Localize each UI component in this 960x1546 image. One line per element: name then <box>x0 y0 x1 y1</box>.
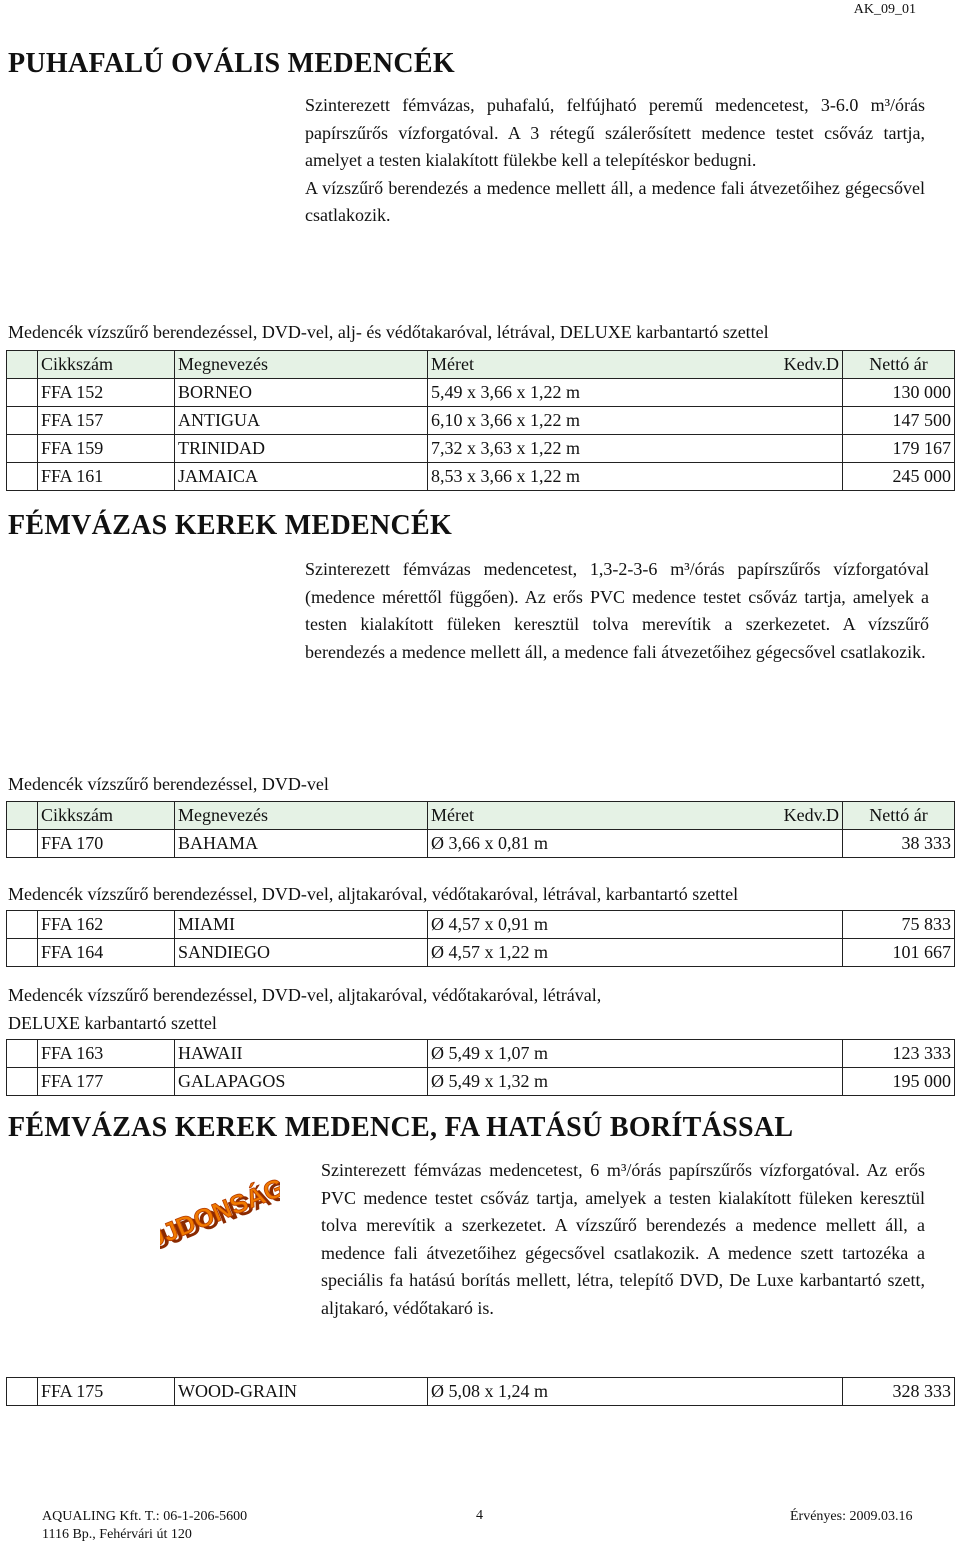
cell-code: FFA 177 <box>38 1068 175 1096</box>
cell-marker <box>7 407 38 435</box>
cell-marker <box>7 1378 38 1406</box>
cell-marker <box>7 911 38 939</box>
cell-net: 245 000 <box>843 463 955 491</box>
cell-marker <box>7 1040 38 1068</box>
cell-size: Ø 5,08 x 1,24 m <box>428 1378 843 1406</box>
header-code: Cikkszám <box>38 351 175 379</box>
header-name: Megnevezés <box>175 802 428 830</box>
cell-size: Ø 3,66 x 0,81 m <box>428 830 843 858</box>
table-caption: Medencék vízszűrő berendezéssel, DVD-vel, alj- és védőtakaróval, létrával, DELUXE karbantartó szettel <box>8 322 769 342</box>
table-row <box>7 939 955 967</box>
header-name: Megnevezés <box>175 351 428 379</box>
header-net: Nettó ár <box>843 351 955 379</box>
cell-net: 101 667 <box>843 939 955 967</box>
cell-code: FFA 152 <box>38 379 175 407</box>
cell-marker <box>7 379 38 407</box>
cell-size: Ø 4,57 x 1,22 m <box>428 939 843 967</box>
table-caption: Medencék vízszűrő berendezéssel, DVD-vel, aljtakaróval, védőtakaróval, létrával, karbantartó szettel <box>8 884 739 904</box>
cell-net: 123 333 <box>843 1040 955 1068</box>
header-code: Cikkszám <box>38 802 175 830</box>
new-badge-text: ÚJDONSÁG! <box>160 1168 280 1255</box>
new-badge-shadow: ÚJDONSÁG! <box>160 1170 280 1258</box>
cell-marker <box>7 435 38 463</box>
cell-marker <box>7 830 38 858</box>
cell-code: FFA 159 <box>38 435 175 463</box>
price-table-round-full <box>6 910 955 967</box>
table-row <box>7 1378 955 1406</box>
cell-code: FFA 162 <box>38 911 175 939</box>
page-code: AK_09_01 <box>853 2 916 17</box>
cell-net: 75 833 <box>843 911 955 939</box>
price-table-woodgrain <box>6 1377 955 1406</box>
table-caption: Medencék vízszűrő berendezéssel, DVD-vel, aljtakaróval, védőtakaróval, létrával, <box>8 985 602 1005</box>
cell-size: 8,53 x 3,66 x 1,22 m <box>428 463 843 491</box>
cell-name: HAWAII <box>175 1040 428 1068</box>
cell-name: WOOD-GRAIN <box>175 1378 428 1406</box>
cell-code: FFA 161 <box>38 463 175 491</box>
header-marker <box>7 802 38 830</box>
cell-size: 6,10 x 3,66 x 1,22 m <box>428 407 843 435</box>
header-size <box>428 802 843 830</box>
paragraph: Szinterezett fémvázas, puhafalú, felfújható peremű medencetest, 3-6.0 m³/órás papírszűrős vízforgatóval. A 3 rétegű szálerősített medence testet csőváz tartja, amelyet a testen kialakított fülekbe kell a telepítéskor bedugni. <box>305 95 925 170</box>
header-discount: Kedv.D <box>783 354 839 374</box>
new-badge-graphic <box>160 1160 280 1260</box>
table-row <box>7 911 955 939</box>
cell-code: FFA 170 <box>38 830 175 858</box>
paragraph: A vízszűrő berendezés a medence mellett áll, a medence fali átvezetőihez gégecsővel csatlakozik. <box>305 177 925 225</box>
cell-net: 328 333 <box>843 1378 955 1406</box>
cell-size: Ø 5,49 x 1,07 m <box>428 1040 843 1068</box>
footer-address: 1116 Bp., Fehérvári út 120 <box>42 1527 192 1542</box>
header-size-label: Méret <box>431 805 474 825</box>
cell-marker <box>7 939 38 967</box>
cell-size: Ø 4,57 x 0,91 m <box>428 911 843 939</box>
price-table-round-dvd <box>6 801 955 858</box>
table-caption-continued: DELUXE karbantartó szettel <box>8 1013 217 1033</box>
table-header-row <box>7 351 955 379</box>
cell-name: TRINIDAD <box>175 435 428 463</box>
cell-net: 195 000 <box>843 1068 955 1096</box>
table-row <box>7 1068 955 1096</box>
cell-name: BAHAMA <box>175 830 428 858</box>
section-description-woodgrain: Szinterezett fémvázas medencetest, 6 m³/órás papírszűrős vízforgatóval. Az erős PVC medence testet csőváz tartja, amelyek a testen kialakított füleken keresztül tolva merevítik a szerkezetet. A vízszűrő berendezés a medence mellett áll, a medence fali átvezetőihez gégecsővel csatlakozik. A medence szett tartozéka a speciális fa hatású borítás mellett, létra, telepítő DVD, De Luxe karbantartó szett, aljtakaró, védőtakaró is. <box>321 1160 925 1318</box>
header-size-label: Méret <box>431 354 474 374</box>
table-row <box>7 1040 955 1068</box>
cell-net: 38 333 <box>843 830 955 858</box>
section-title-woodgrain: FÉMVÁZAS KEREK MEDENCE, FA HATÁSÚ BORÍTÁSSAL <box>8 1112 794 1143</box>
section-title-round: FÉMVÁZAS KEREK MEDENCÉK <box>8 510 453 541</box>
cell-code: FFA 157 <box>38 407 175 435</box>
table-caption: Medencék vízszűrő berendezéssel, DVD-vel <box>8 774 329 794</box>
table-row <box>7 407 955 435</box>
footer-page-number: 4 <box>476 1508 483 1523</box>
cell-size: 7,32 x 3,63 x 1,22 m <box>428 435 843 463</box>
header-size <box>428 351 843 379</box>
cell-marker <box>7 1068 38 1096</box>
cell-size: 5,49 x 3,66 x 1,22 m <box>428 379 843 407</box>
price-table-round-deluxe <box>6 1039 955 1096</box>
footer-company: AQUALING Kft. T.: 06-1-206-5600 <box>42 1509 248 1524</box>
cell-size: Ø 5,49 x 1,32 m <box>428 1068 843 1096</box>
header-discount: Kedv.D <box>783 805 839 825</box>
cell-name: JAMAICA <box>175 463 428 491</box>
cell-code: FFA 164 <box>38 939 175 967</box>
cell-marker <box>7 463 38 491</box>
table-row <box>7 830 955 858</box>
table-header-row <box>7 802 955 830</box>
table-row <box>7 379 955 407</box>
cell-net: 179 167 <box>843 435 955 463</box>
cell-name: GALAPAGOS <box>175 1068 428 1096</box>
cell-code: FFA 175 <box>38 1378 175 1406</box>
cell-name: ANTIGUA <box>175 407 428 435</box>
section-description-round: Szinterezett fémvázas medencetest, 1,3-2-3-6 m³/órás papírszűrős vízforgatóval (medence mérettől függően). Az erős PVC medence testet csőváz tartja, amelyek a testen kialakított füleken keresztül tolva merevítik a szerkezetet. A vízszűrő berendezés a medence mellett áll, a medence fali átvezetőihez gégecsővel csatlakozik. <box>305 559 929 662</box>
header-net: Nettó ár <box>843 802 955 830</box>
table-row <box>7 435 955 463</box>
footer-valid-date: Érvényes: 2009.03.16 <box>790 1509 913 1524</box>
section-description-oval <box>305 92 925 230</box>
new-badge <box>160 1160 280 1260</box>
cell-code: FFA 163 <box>38 1040 175 1068</box>
cell-name: MIAMI <box>175 911 428 939</box>
cell-net: 130 000 <box>843 379 955 407</box>
table-row <box>7 463 955 491</box>
cell-name: SANDIEGO <box>175 939 428 967</box>
section-title-oval: PUHAFALÚ OVÁLIS MEDENCÉK <box>8 48 455 79</box>
cell-net: 147 500 <box>843 407 955 435</box>
header-marker <box>7 351 38 379</box>
price-table-oval <box>6 350 955 491</box>
cell-name: BORNEO <box>175 379 428 407</box>
